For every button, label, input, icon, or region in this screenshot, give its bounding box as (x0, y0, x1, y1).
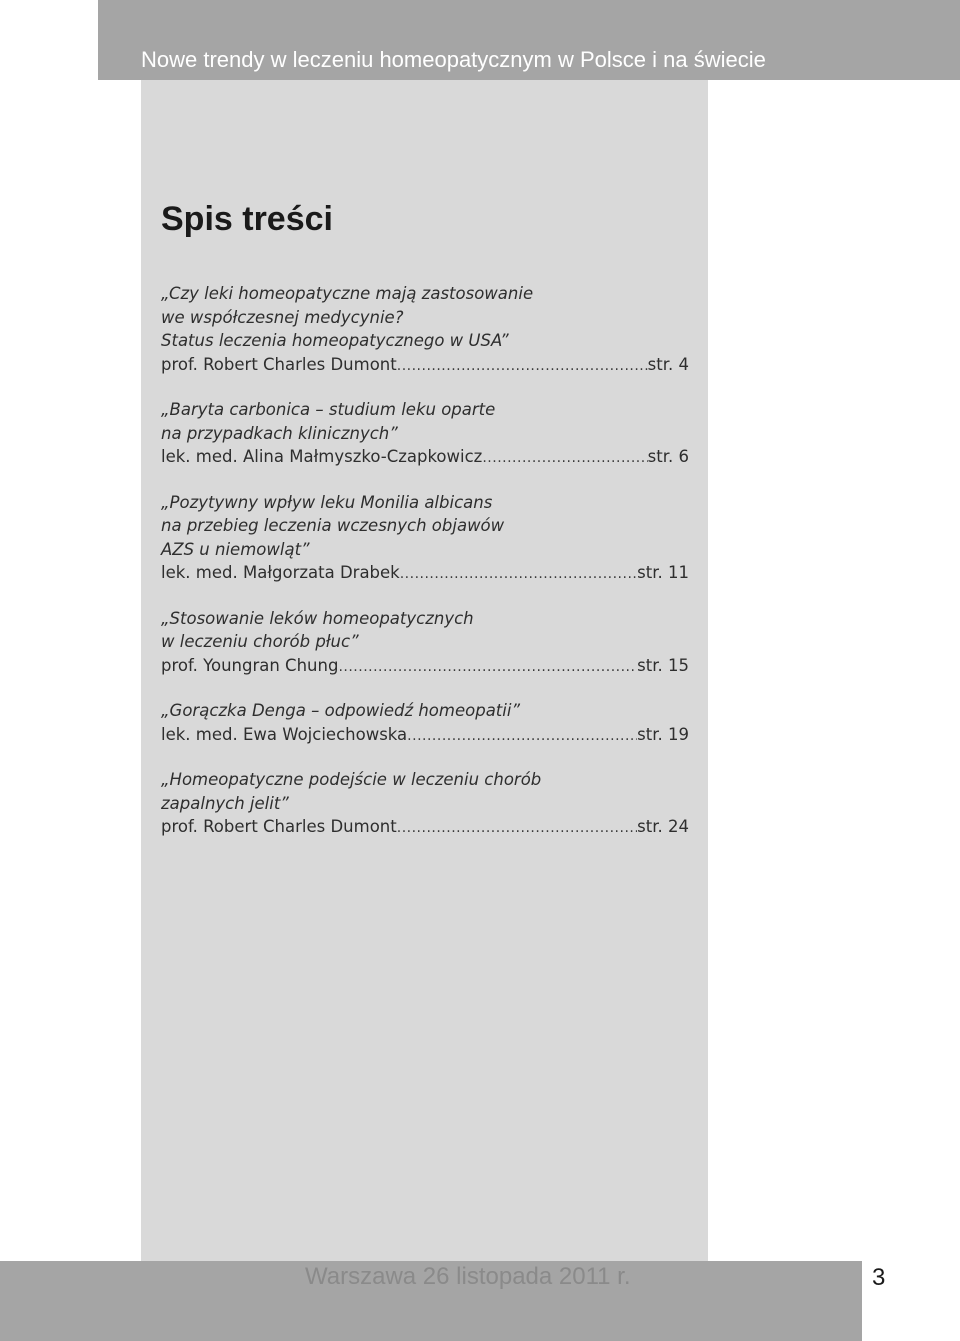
toc-entry[interactable] (161, 282, 691, 378)
entry-author: prof. Youngran Chung (161, 655, 339, 675)
toc-heading: Spis treści (161, 200, 333, 238)
page-number: 3 (872, 1264, 886, 1291)
entry-title-line: „Gorączka Denga – odpowiedź homeopatii” (161, 701, 520, 720)
entry-page-ref: str. 24 (637, 817, 689, 836)
toc-entry[interactable] (161, 607, 691, 680)
toc-entry[interactable] (161, 768, 691, 841)
entry-title-line: „Stosowanie leków homeopatycznych (161, 608, 474, 628)
entry-title-line: „Pozytywny wpływ leku Monilia albicans (161, 492, 493, 512)
footer-place-date: Warszawa 26 listopada 2011 r. (305, 1263, 631, 1290)
entry-author: lek. med. Alina Małmyszko-Czapkowicz (161, 447, 483, 466)
entry-title (161, 699, 691, 723)
dot-leader (397, 355, 648, 379)
entry-page-ref: str. 15 (637, 655, 689, 675)
toc-entry[interactable] (161, 699, 691, 748)
entry-author: prof. Robert Charles Dumont (161, 354, 397, 374)
entry-author: lek. med. Małgorzata Drabek (161, 563, 400, 582)
entry-title-line: „Homeopatyczne podejście w leczeniu chorób (161, 770, 542, 789)
entry-author-row (161, 353, 689, 379)
entry-title-line: „Czy leki homeopatyczne mają zastosowanie (161, 284, 534, 303)
entry-title-line: na przebieg leczenia wczesnych objawów (161, 516, 505, 535)
table-of-contents (161, 282, 691, 861)
entry-title-line: „Baryta carbonica – studium leku oparte (161, 400, 496, 419)
entry-title-line: AZS u niemowląt” (161, 539, 310, 559)
entry-title-line: w leczeniu chorób płuc” (161, 632, 359, 651)
entry-author: lek. med. Ewa Wojciechowska (161, 724, 408, 744)
entry-title-line: zapalnych jelit” (161, 793, 289, 813)
entry-author-row (161, 815, 689, 841)
entry-page-ref: str. 11 (637, 563, 689, 582)
entry-title (161, 607, 691, 654)
entry-title-line: Status leczenia homeopatycznego w USA” (161, 331, 509, 350)
entry-author-row (161, 561, 689, 587)
entry-title-line: na przypadkach klinicznych” (161, 423, 398, 443)
entry-page-ref: str. 19 (637, 724, 689, 744)
entry-title (161, 768, 691, 815)
toc-entry[interactable] (161, 398, 691, 471)
entry-page-ref: str. 4 (647, 354, 689, 374)
running-header-title: Nowe trendy w leczeniu homeopatycznym w Polsce i na świecie (141, 47, 766, 72)
entry-page-ref: str. 6 (647, 447, 689, 466)
dot-leader (407, 725, 637, 749)
entry-author-row (161, 445, 689, 471)
entry-author: prof. Robert Charles Dumont (161, 817, 397, 836)
entry-title-line: we współczesnej medycynie? (161, 307, 404, 327)
dot-leader (400, 563, 637, 587)
entry-title (161, 491, 691, 562)
dot-leader (482, 447, 647, 471)
dot-leader (397, 817, 637, 841)
toc-entry[interactable] (161, 491, 691, 587)
entry-title (161, 282, 691, 353)
entry-author-row (161, 654, 689, 680)
entry-author-row (161, 723, 689, 749)
dot-leader (338, 656, 637, 680)
entry-title (161, 398, 691, 445)
